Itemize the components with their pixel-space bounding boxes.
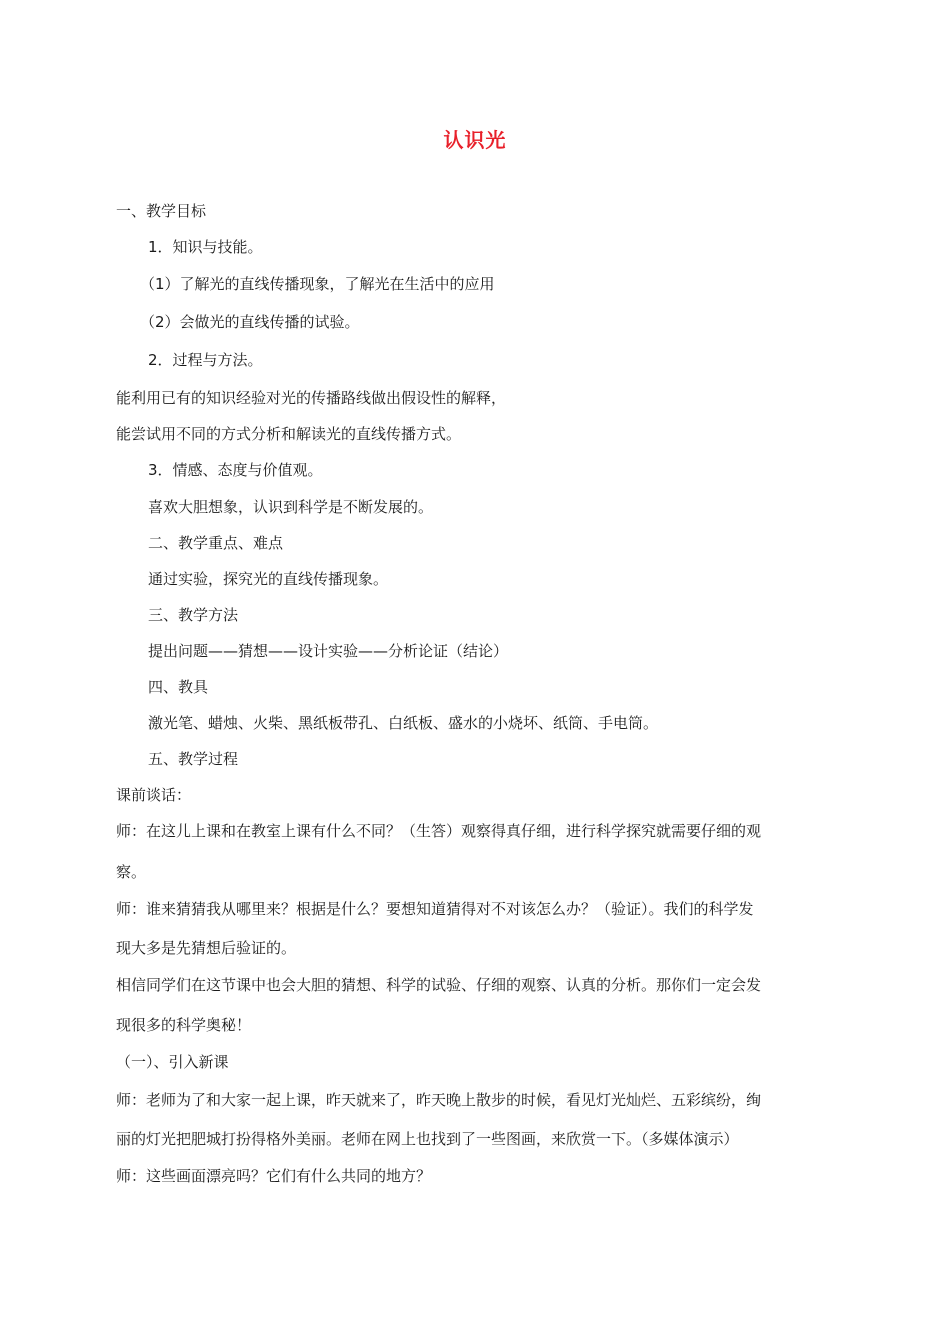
paragraph-line: 相信同学们在这节课中也会大胆的猜想、科学的试验、仔细的观察、认真的分析。那你们一定会发 [116, 976, 762, 994]
paragraph-line: 通过实验，探究光的直线传播现象。 [148, 570, 389, 588]
section-heading-process: 五、教学过程 [148, 750, 239, 768]
paragraph-line: 现很多的科学奥秘！ [116, 1016, 252, 1034]
subheading-emotion-values: 3．情感、态度与价值观。 [148, 461, 323, 479]
paragraph-line: 提出问题——猜想——设计实验——分析论证（结论） [148, 642, 509, 660]
paragraph-line: 激光笔、蜡烛、火柴、黑纸板带孔、白纸板、盛水的小烧坏、纸筒、手电筒。 [148, 714, 659, 732]
objective-item-2: （2）会做光的直线传播的试验。 [140, 313, 360, 331]
paragraph-line: 课前谈话： [116, 786, 192, 804]
paragraph-line: 师：谁来猜猜我从哪里来？根据是什么？要想知道猜得对不对该怎么办？（验证）。我们的科学发 [116, 900, 754, 918]
document-title: 认识光 [443, 128, 507, 152]
paragraph-line: 师：在这儿上课和在教室上课有什么不同？（生答）观察得真仔细，进行科学探究就需要仔细的观 [116, 822, 762, 840]
paragraph-line: 师：这些画面漂亮吗？它们有什么共同的地方？ [116, 1167, 432, 1185]
section-heading-intro: （一）、引入新课 [116, 1053, 229, 1071]
paragraph-line: 现大多是先猜想后验证的。 [116, 939, 297, 957]
paragraph-line: 师：老师为了和大家一起上课，昨天就来了，昨天晚上散步的时候，看见灯光灿烂、五彩缤纷，绚 [116, 1091, 762, 1109]
objective-item-1: （1）了解光的直线传播现象，了解光在生活中的应用 [140, 275, 495, 293]
section-heading-method: 三、教学方法 [148, 606, 239, 624]
section-heading-key-points: 二、教学重点、难点 [148, 534, 284, 552]
paragraph-line: 能利用已有的知识经验对光的传播路线做出假设性的解释， [116, 389, 507, 407]
paragraph-line: 喜欢大胆想象，认识到科学是不断发展的。 [148, 498, 434, 516]
subheading-knowledge-skills: 1．知识与技能。 [148, 238, 263, 256]
section-heading-tools: 四、教具 [148, 678, 209, 696]
paragraph-line: 能尝试用不同的方式分析和解读光的直线传播方式。 [116, 425, 462, 443]
subheading-process-method: 2．过程与方法。 [148, 351, 263, 369]
section-heading-objectives: 一、教学目标 [116, 202, 207, 220]
paragraph-line: 丽的灯光把肥城打扮得格外美丽。老师在网上也找到了一些图画，来欣赏一下。（多媒体演示） [116, 1130, 739, 1148]
paragraph-line: 察。 [116, 863, 147, 881]
